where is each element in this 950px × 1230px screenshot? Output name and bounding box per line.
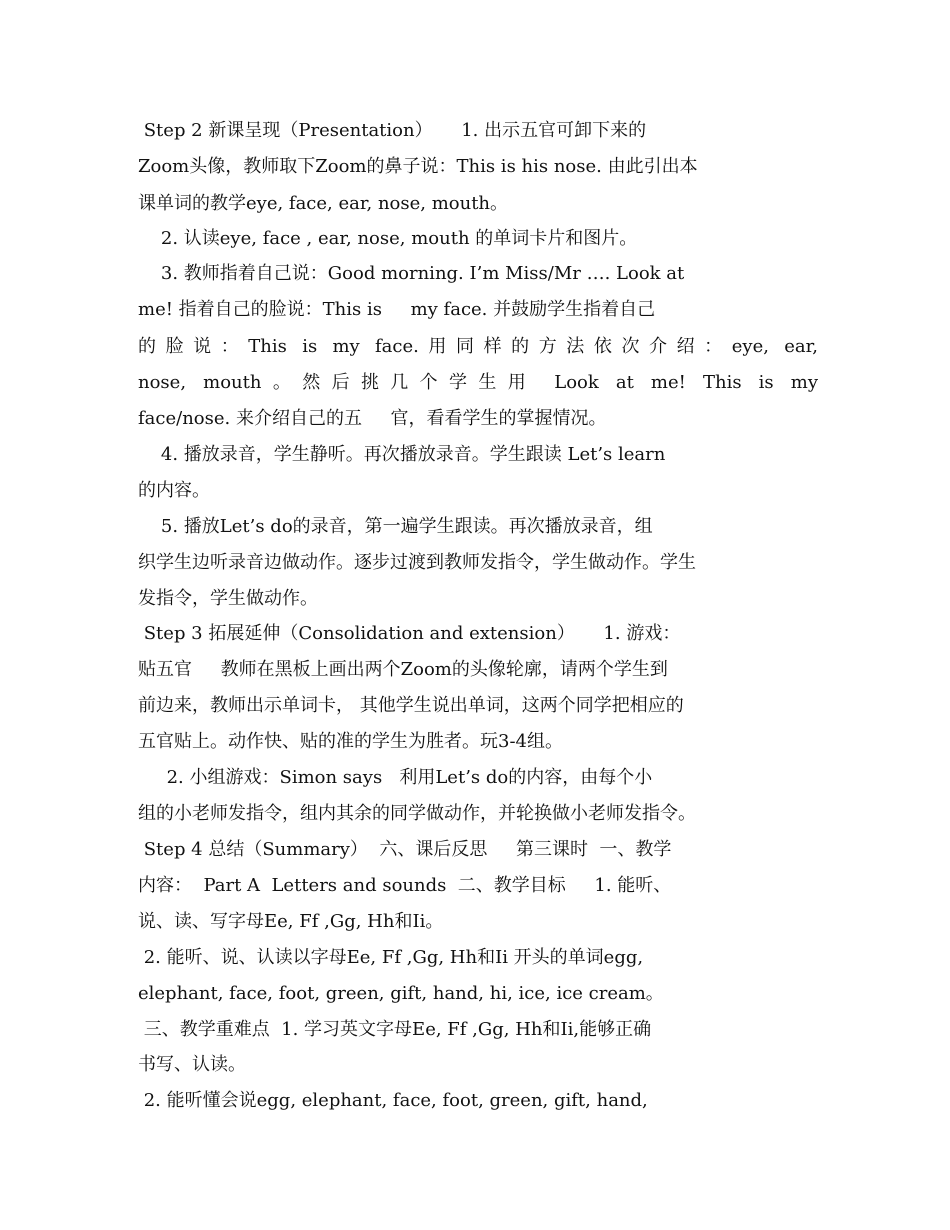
text-line: 2. 能听懂会说egg, elephant, face, foot, green, gift, hand, bbox=[138, 1090, 648, 1111]
text-line: nose, mouth。然后挑几个学生用 Look at me! This is my bbox=[138, 372, 818, 393]
text-line: 三、教学重难点 1. 学习英文字母Ee, Ff ,Gg, Hh和Ii,能够正确 bbox=[138, 1019, 652, 1040]
text-line: 内容： Part A Letters and sounds 二、教学目标 1. 能听、 bbox=[138, 875, 672, 896]
text-line: 课单词的教学eye, face, ear, nose, mouth。 bbox=[138, 193, 509, 214]
text-line: 5. 播放Let’s do的录音，第一遍学生跟读。再次播放录音，组 bbox=[138, 516, 653, 537]
text-line: elephant, face, foot, green, gift, hand, hi, ice, ice cream。 bbox=[138, 983, 664, 1004]
text-line: me! 指着自己的脸说：This is my face. 并鼓励学生指着自己 bbox=[138, 299, 656, 320]
text-line: 织学生边听录音边做动作。逐步过渡到教师发指令，学生做动作。学生 bbox=[138, 552, 696, 573]
text-line: 组的小老师发指令，组内其余的同学做动作，并轮换做小老师发指令。 bbox=[138, 803, 696, 824]
text-line: 2. 能听、说、认读以字母Ee, Ff ,Gg, Hh和Ii 开头的单词egg, bbox=[138, 947, 644, 968]
text-line: 说、读、写字母Ee, Ff ,Gg, Hh和Ii。 bbox=[138, 911, 444, 932]
text-line: 书写、认读。 bbox=[138, 1054, 246, 1075]
text-line: Step 3 拓展延伸（Consolidation and extension） 1. 游戏： bbox=[138, 623, 681, 644]
text-line: 的内容。 bbox=[138, 480, 210, 501]
text-line: 3. 教师指着自己说：Good morning. I’m Miss/Mr …. Look at bbox=[138, 263, 685, 284]
text-line: Zoom头像，教师取下Zoom的鼻子说：This is his nose. 由此引出本 bbox=[138, 156, 698, 177]
text-line: 发指令，学生做动作。 bbox=[138, 588, 318, 609]
text-line: Step 2 新课呈现（Presentation） 1. 出示五官可卸下来的 bbox=[138, 120, 647, 141]
text-line: Step 4 总结（Summary） 六、课后反思 第三课时 一、教学 bbox=[138, 839, 672, 860]
text-line: 的脸说：This is my face.用同样的方法依次介绍：eye, ear, bbox=[138, 336, 818, 357]
text-line: 五官贴上。动作快、贴的准的学生为胜者。玩3-4组。 bbox=[138, 731, 563, 752]
text-line: 前边来，教师出示单词卡， 其他学生说出单词，这两个同学把相应的 bbox=[138, 695, 684, 716]
text-line: face/nose. 来介绍自己的五 官，看看学生的掌握情况。 bbox=[138, 408, 607, 429]
text-line: 贴五官 教师在黑板上画出两个Zoom的头像轮廓，请两个学生到 bbox=[138, 659, 668, 680]
text-line: 4. 播放录音，学生静听。再次播放录音。学生跟读 Let’s learn bbox=[138, 444, 666, 465]
text-line: 2. 小组游戏：Simon says 利用Let’s do的内容，由每个小 bbox=[138, 767, 653, 788]
text-line: 2. 认读eye, face , ear, nose, mouth 的单词卡片和图片。 bbox=[138, 228, 638, 249]
